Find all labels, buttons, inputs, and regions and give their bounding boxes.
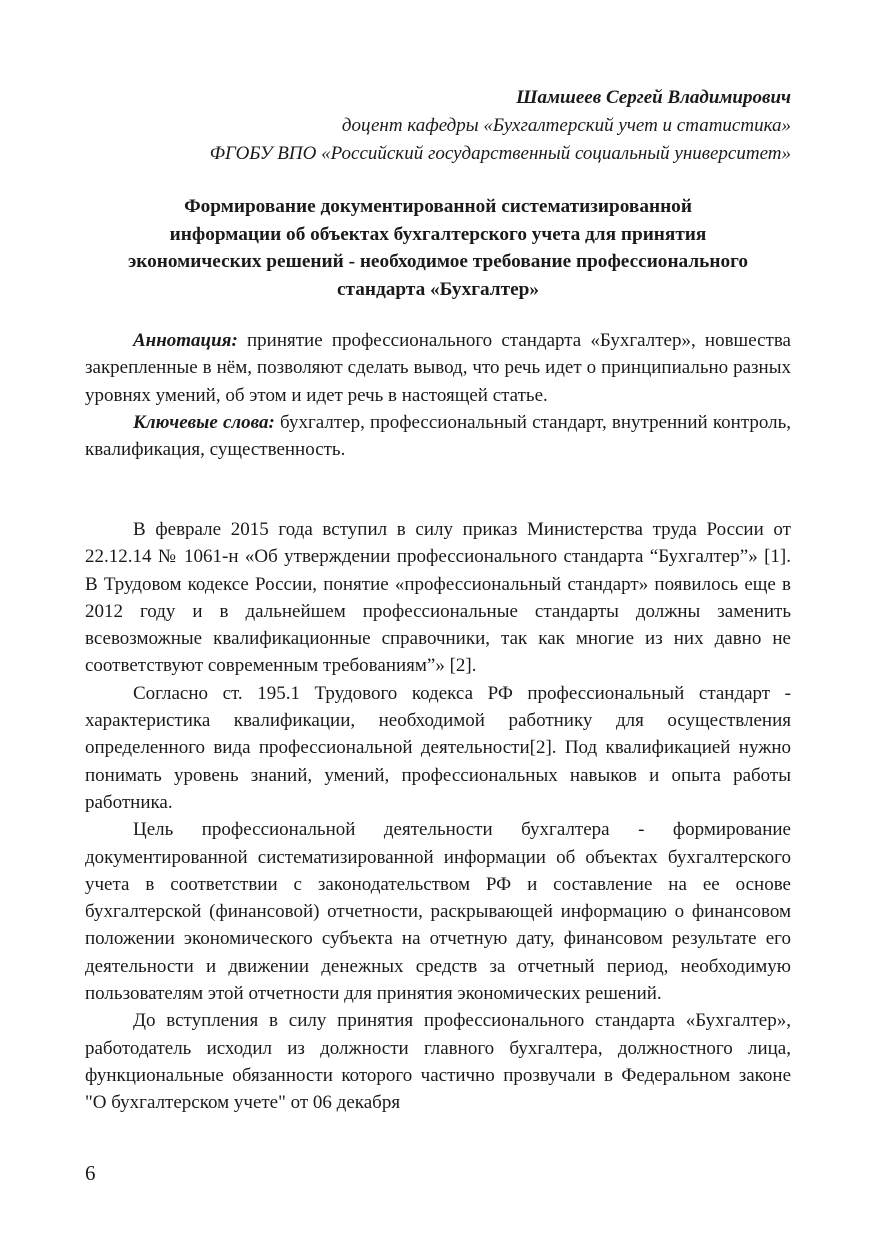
abstract-paragraph [85,327,791,409]
body-text [85,516,791,1117]
author-block [85,84,791,168]
abstract-section [85,327,791,463]
body-paragraph: Цель профессиональной деятельности бухгалтера - формирование документированной систематизированной информации об объектах бухгалтерского учета в соответствии с законодательством РФ и составление на ее основе бухгалтерской (финансовой) отчетности, раскрывающей информацию о финансовом положении экономического субъекта на отчетную дату, финансовом результате его деятельности и движении денежных средств за отчетный период, необходимую пользователям этой отчетности для принятия экономических решений. [85,819,791,1005]
body-paragraph: До вступления в силу принятия профессионального стандарта «Бухгалтер», работодатель исходил из должности главного бухгалтера, должностного лица, функциональные обязанности которого частично прозвучали в Федеральном законе "О бухгалтерском учете" от 06 декабря [85,1010,791,1114]
author-position: доцент кафедры «Бухгалтерский учет и статистика» [341,115,791,136]
article-title [85,193,791,303]
title-line: информации об объектах бухгалтерского учета для принятия [169,223,707,245]
keywords-text: бухгалтер, профессиональный стандарт, внутренний контроль, квалификация, существенность. [85,411,791,461]
abstract-text: принятие профессионального стандарта «Бухгалтер», новшества закрепленные в нём, позволяют сделать вывод, что речь идет о принципиально разных уровнях умений, об этом и идет речь в настоящей статье. [85,330,791,406]
title-line: экономических решений - необходимое требование профессионального [127,251,749,272]
title-line: стандарта «Бухгалтер» [336,278,539,300]
abstract-label: Аннотация: [133,330,238,351]
body-paragraph: В феврале 2015 года вступил в силу приказ Министерства труда России от 22.12.14 № 1061-н «Об утверждении профессионального стандарта “Бухгалтер”» [1]. В Трудовом кодексе России, понятие «профессиональный стандарт» появилось еще в 2012 году и в дальнейшем профессиональные стандарты должны заменить всевозможные квалификационные справочники, так как многие из них давно не соответствуют современным требованиям”» [2]. [85,519,791,677]
page-number: 6 [85,1161,96,1185]
author-name: Шамшеев Сергей Владимирович [516,87,791,108]
keywords-label: Ключевые слова: [133,411,275,433]
keywords-paragraph [85,409,791,464]
author-affiliation: ФГОБУ ВПО «Российский государственный социальный университет» [209,143,791,164]
title-line: Формирование документированной систематизированной [184,196,692,217]
body-paragraph: Согласно ст. 195.1 Трудового кодекса РФ профессиональный стандарт - характеристика квалификации, необходимой работнику для осуществления определенного вида профессиональной деятельности[2]. Под квалификацией нужно понимать уровень знаний, умений, профессиональных навыков и опыта работы работника. [85,682,791,813]
